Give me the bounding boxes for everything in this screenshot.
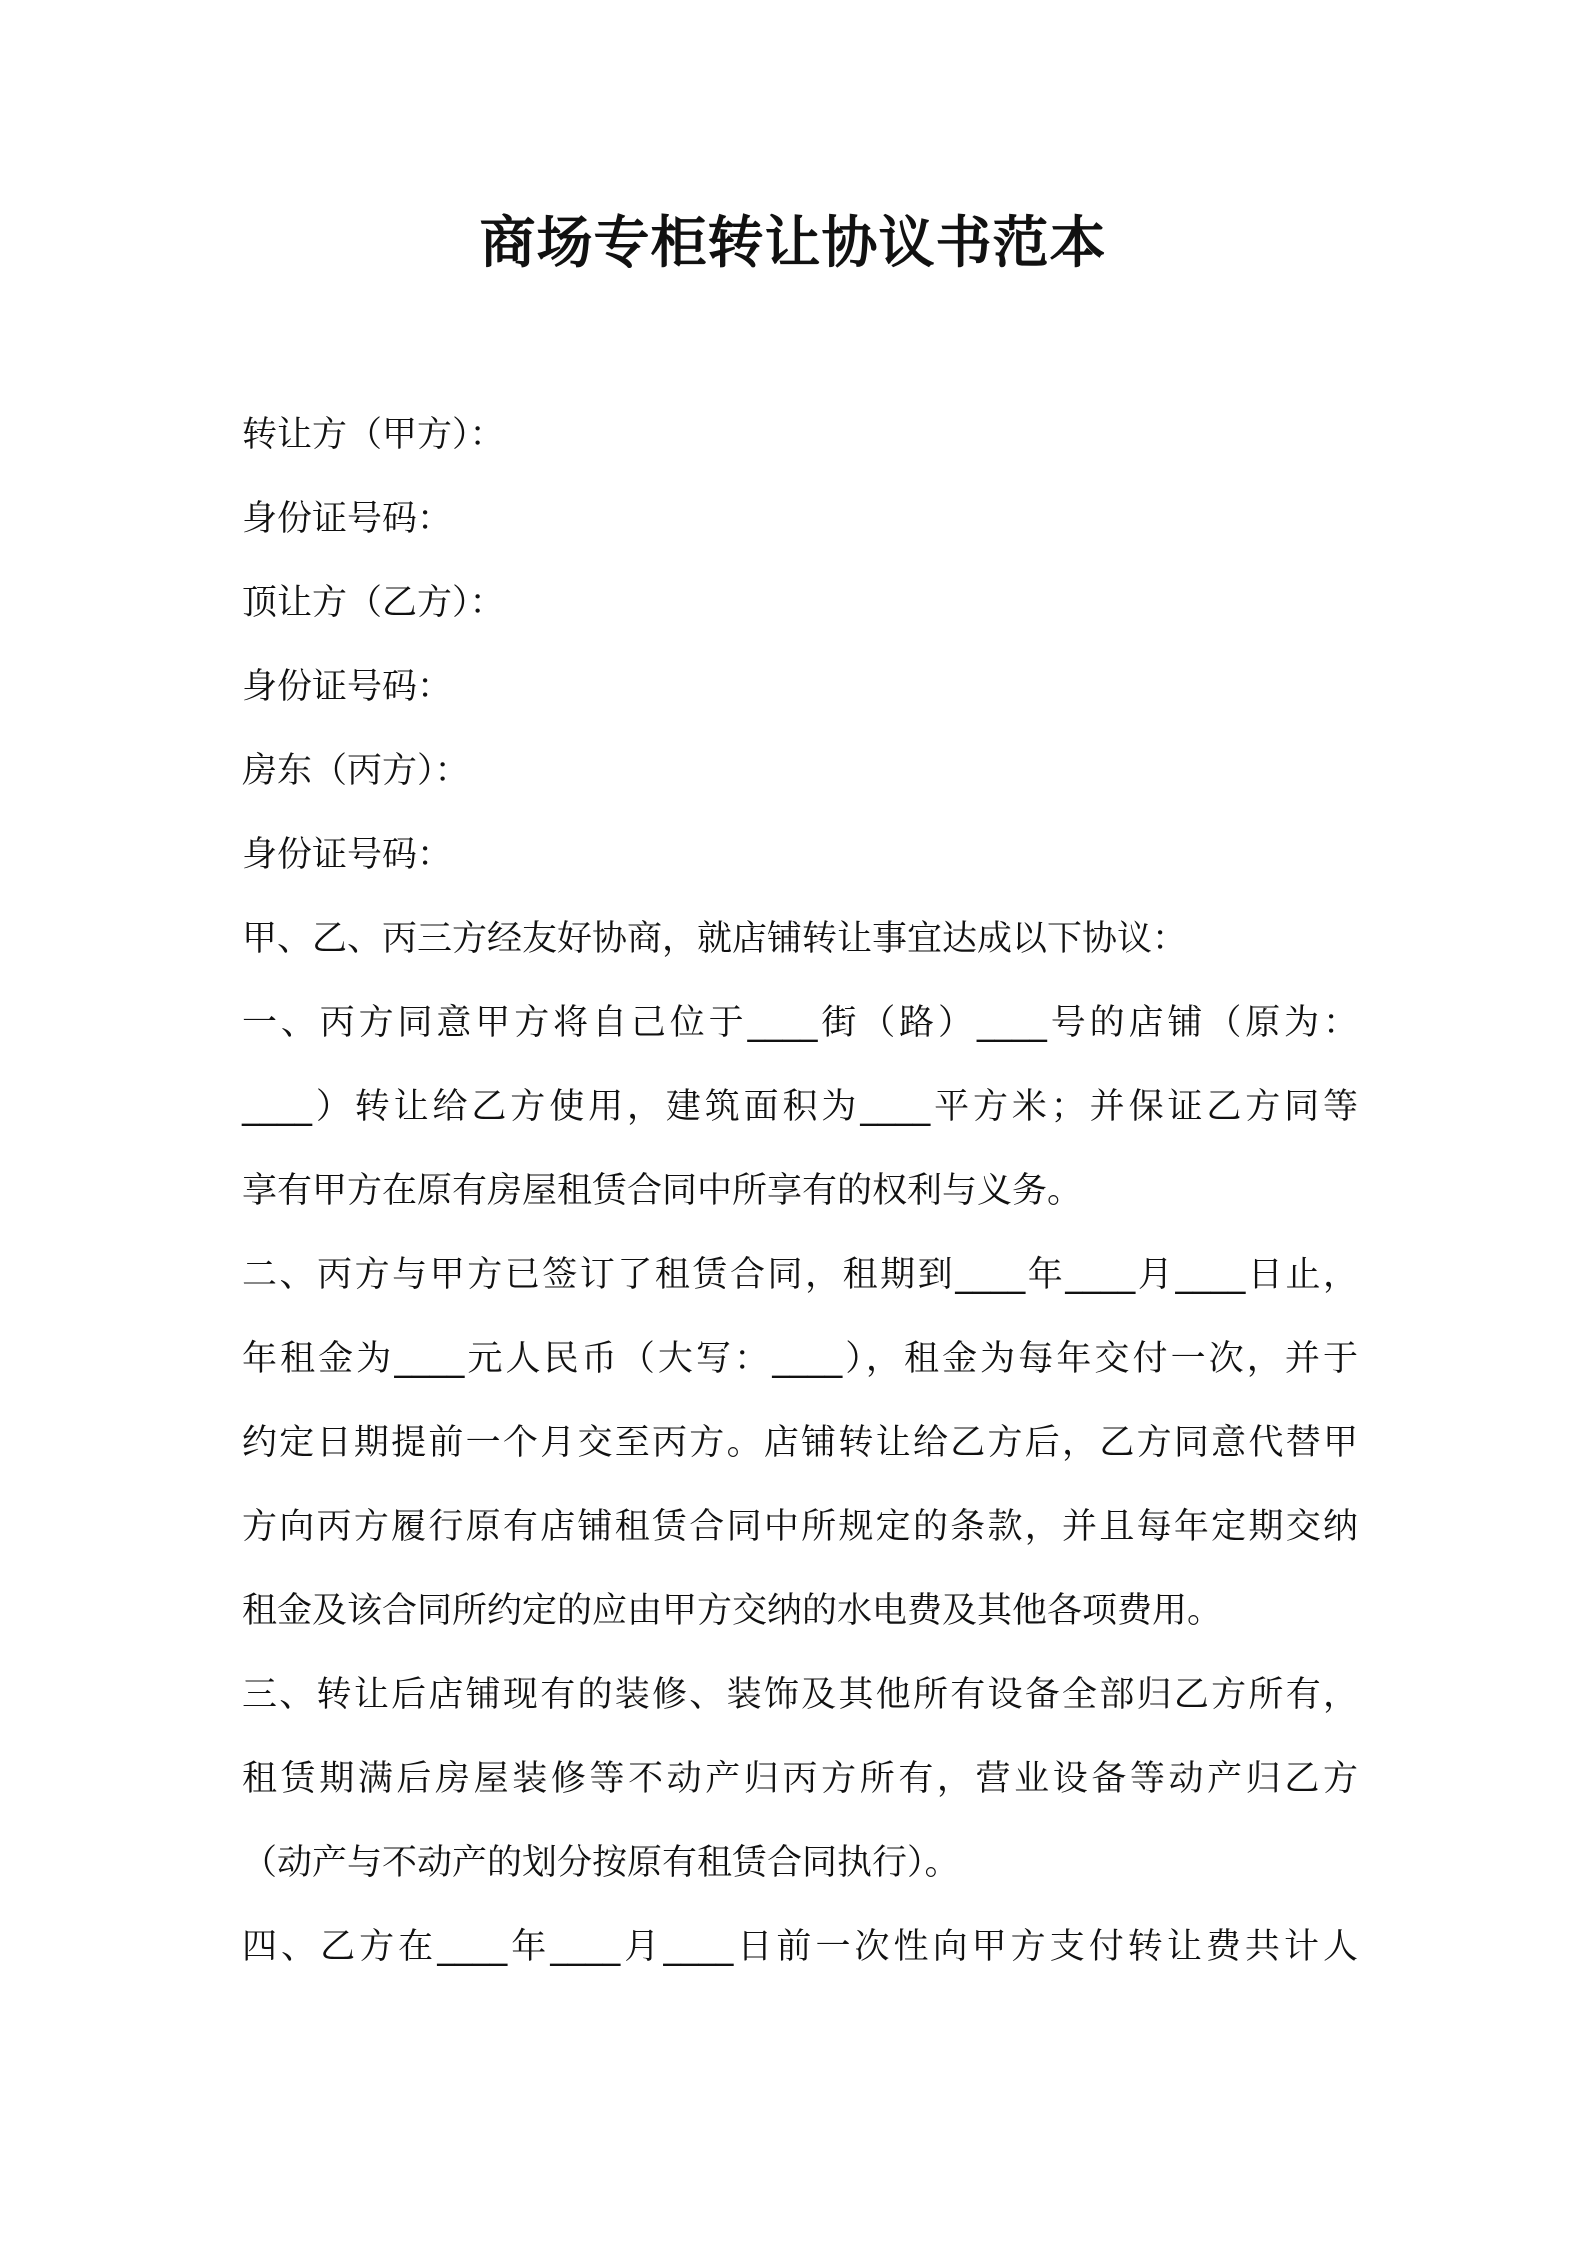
clause-1-line-2: ____）转让给乙方使用，建筑面积为____平方米；并保证乙方同等 bbox=[242, 1087, 1358, 1127]
clause-4-line-1: 四、乙方在____年____月____日前一次性向甲方支付转让费共计人 bbox=[242, 1927, 1358, 1967]
party-c-id-number-line: 身份证号码： bbox=[242, 835, 453, 875]
party-a-id-number-line: 身份证号码： bbox=[242, 499, 453, 539]
party-b-id-number-line: 身份证号码： bbox=[242, 667, 453, 707]
clause-2-line-2: 年租金为____元人民币（大写：____），租金为每年交付一次，并于 bbox=[242, 1339, 1358, 1379]
landlord-party-c-line: 房东（丙方）： bbox=[242, 751, 470, 791]
clause-3-line-3: （动产与不动产的划分按原有租赁合同执行）。 bbox=[242, 1843, 960, 1883]
clause-3-line-1: 三、转让后店铺现有的装修、装饰及其他所有设备全部归乙方所有， bbox=[242, 1675, 1358, 1715]
clause-2-line-1: 二、丙方与甲方已签订了租赁合同，租期到____年____月____日止， bbox=[242, 1255, 1358, 1295]
preamble-line: 甲、乙、丙三方经友好协商，就店铺转让事宜达成以下协议： bbox=[242, 919, 1188, 959]
clause-2-line-4: 方向丙方履行原有店铺租赁合同中所规定的条款，并且每年定期交纳 bbox=[242, 1507, 1358, 1547]
clause-1-line-1: 一、丙方同意甲方将自己位于____街（路）____号的店铺（原为： bbox=[242, 1003, 1358, 1043]
clause-2-line-5: 租金及该合同所约定的应由甲方交纳的水电费及其他各项费用。 bbox=[242, 1591, 1223, 1631]
transferor-party-a-line: 转让方（甲方）： bbox=[242, 415, 505, 455]
clause-2-line-3: 约定日期提前一个月交至丙方。店铺转让给乙方后，乙方同意代替甲 bbox=[242, 1423, 1358, 1463]
clause-1-line-3: 享有甲方在原有房屋租赁合同中所享有的权利与义务。 bbox=[242, 1171, 1083, 1211]
transferee-party-b-line: 顶让方（乙方）： bbox=[242, 583, 505, 623]
document-title: 商场专柜转让协议书范本 bbox=[479, 211, 1107, 276]
clause-3-line-2: 租赁期满后房屋装修等不动产归丙方所有，营业设备等动产归乙方 bbox=[242, 1759, 1358, 1799]
